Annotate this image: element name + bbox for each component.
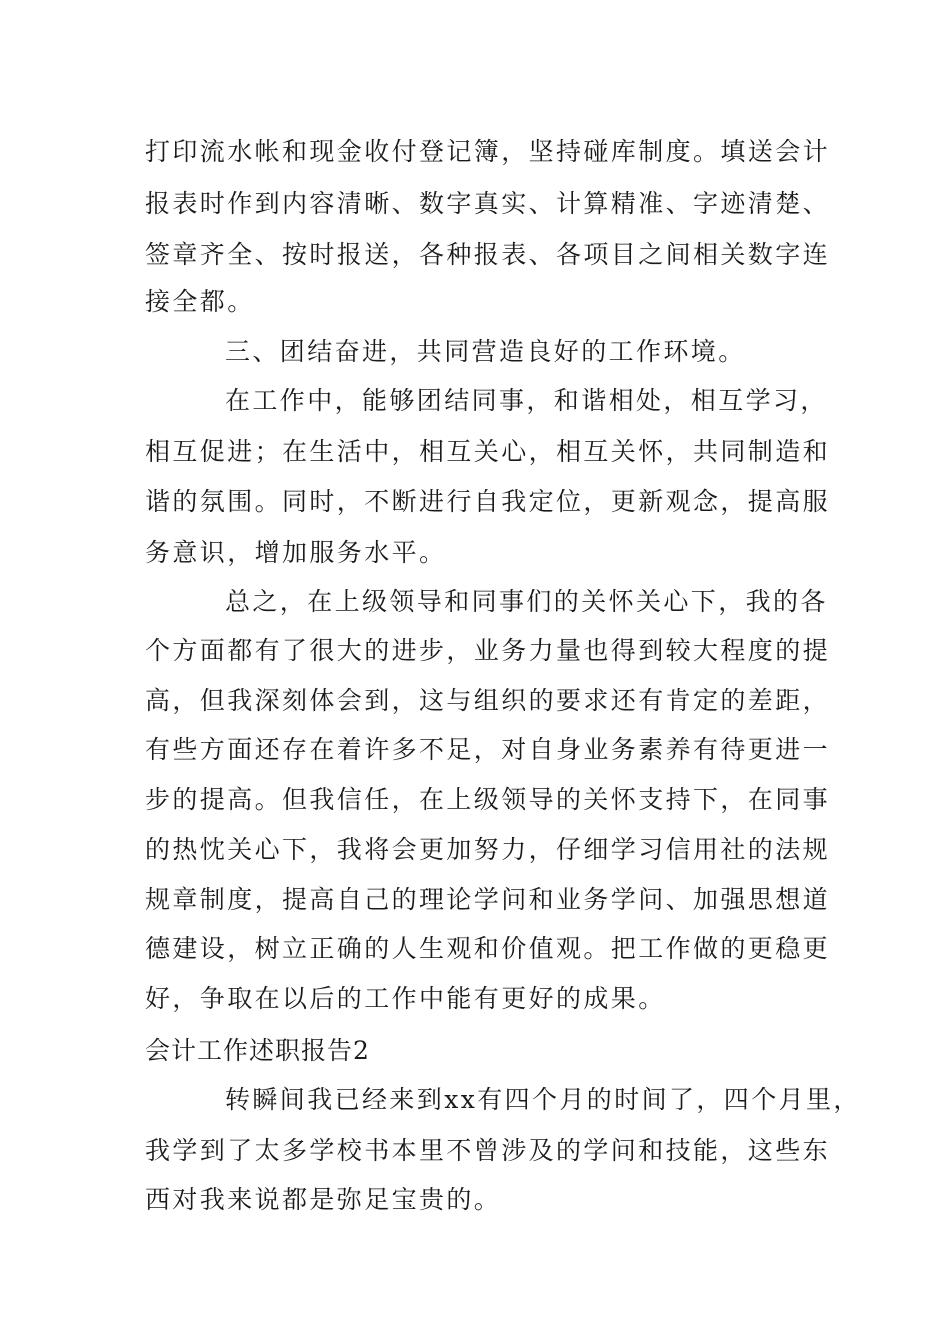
paragraph-line: 规章制度，提高自己的理论学问和业务学问、加强思想道: [145, 885, 831, 914]
paragraph-line: 德建设，树立正确的人生观和价值观。把工作做的更稳更: [145, 934, 831, 963]
paragraph-line: 西对我来说都是弥足宝贵的。: [145, 1185, 502, 1214]
paragraph-line: 务意识，增加服务水平。: [145, 538, 447, 567]
paragraph-line: 谐的氛围。同时，不断进行自我定位，更新观念，提高服: [145, 487, 831, 516]
paragraph-line: 打印流水帐和现金收付登记簿，坚持碰库制度。填送会计: [145, 137, 831, 166]
paragraph-line: 接全都。: [145, 287, 255, 316]
paragraph-line: 的热忱关心下，我将会更加努力，仔细学习信用社的法规: [145, 835, 831, 864]
paragraph-line: 步的提高。但我信任，在上级领导的关怀支持下，在同事: [145, 785, 831, 814]
paragraph-line: 个方面都有了很大的进步，业务力量也得到较大程度的提: [145, 636, 831, 665]
report-title: 会计工作述职报告2: [145, 1036, 370, 1065]
section-heading: 三、团结奋进，共同营造良好的工作环境。: [225, 337, 746, 366]
paragraph-line: 高，但我深刻体会到，这与组织的要求还有肯定的差距，: [145, 686, 831, 715]
paragraph-line: 签章齐全、按时报送，各种报表、各项目之间相关数字连: [145, 240, 831, 269]
paragraph-line: 相互促进；在生活中，相互关心，相互关怀，共同制造和: [145, 437, 831, 466]
paragraph-line: 报表时作到内容清晰、数字真实、计算精准、字迹清楚、: [145, 189, 831, 218]
paragraph-line: 在工作中，能够团结同事，和谐相处，相互学习，: [225, 386, 828, 415]
paragraph-line: 总之，在上级领导和同事们的关怀关心下，我的各: [225, 587, 828, 616]
paragraph-line: 好，争取在以后的工作中能有更好的成果。: [145, 984, 666, 1013]
paragraph-line: 转瞬间我已经来到xx有四个月的时间了，四个月里，: [225, 1085, 861, 1114]
paragraph-line: 有些方面还存在着许多不足，对自身业务素养有待更进一: [145, 735, 831, 764]
paragraph-line: 我学到了太多学校书本里不曾涉及的学问和技能，这些东: [145, 1136, 831, 1165]
